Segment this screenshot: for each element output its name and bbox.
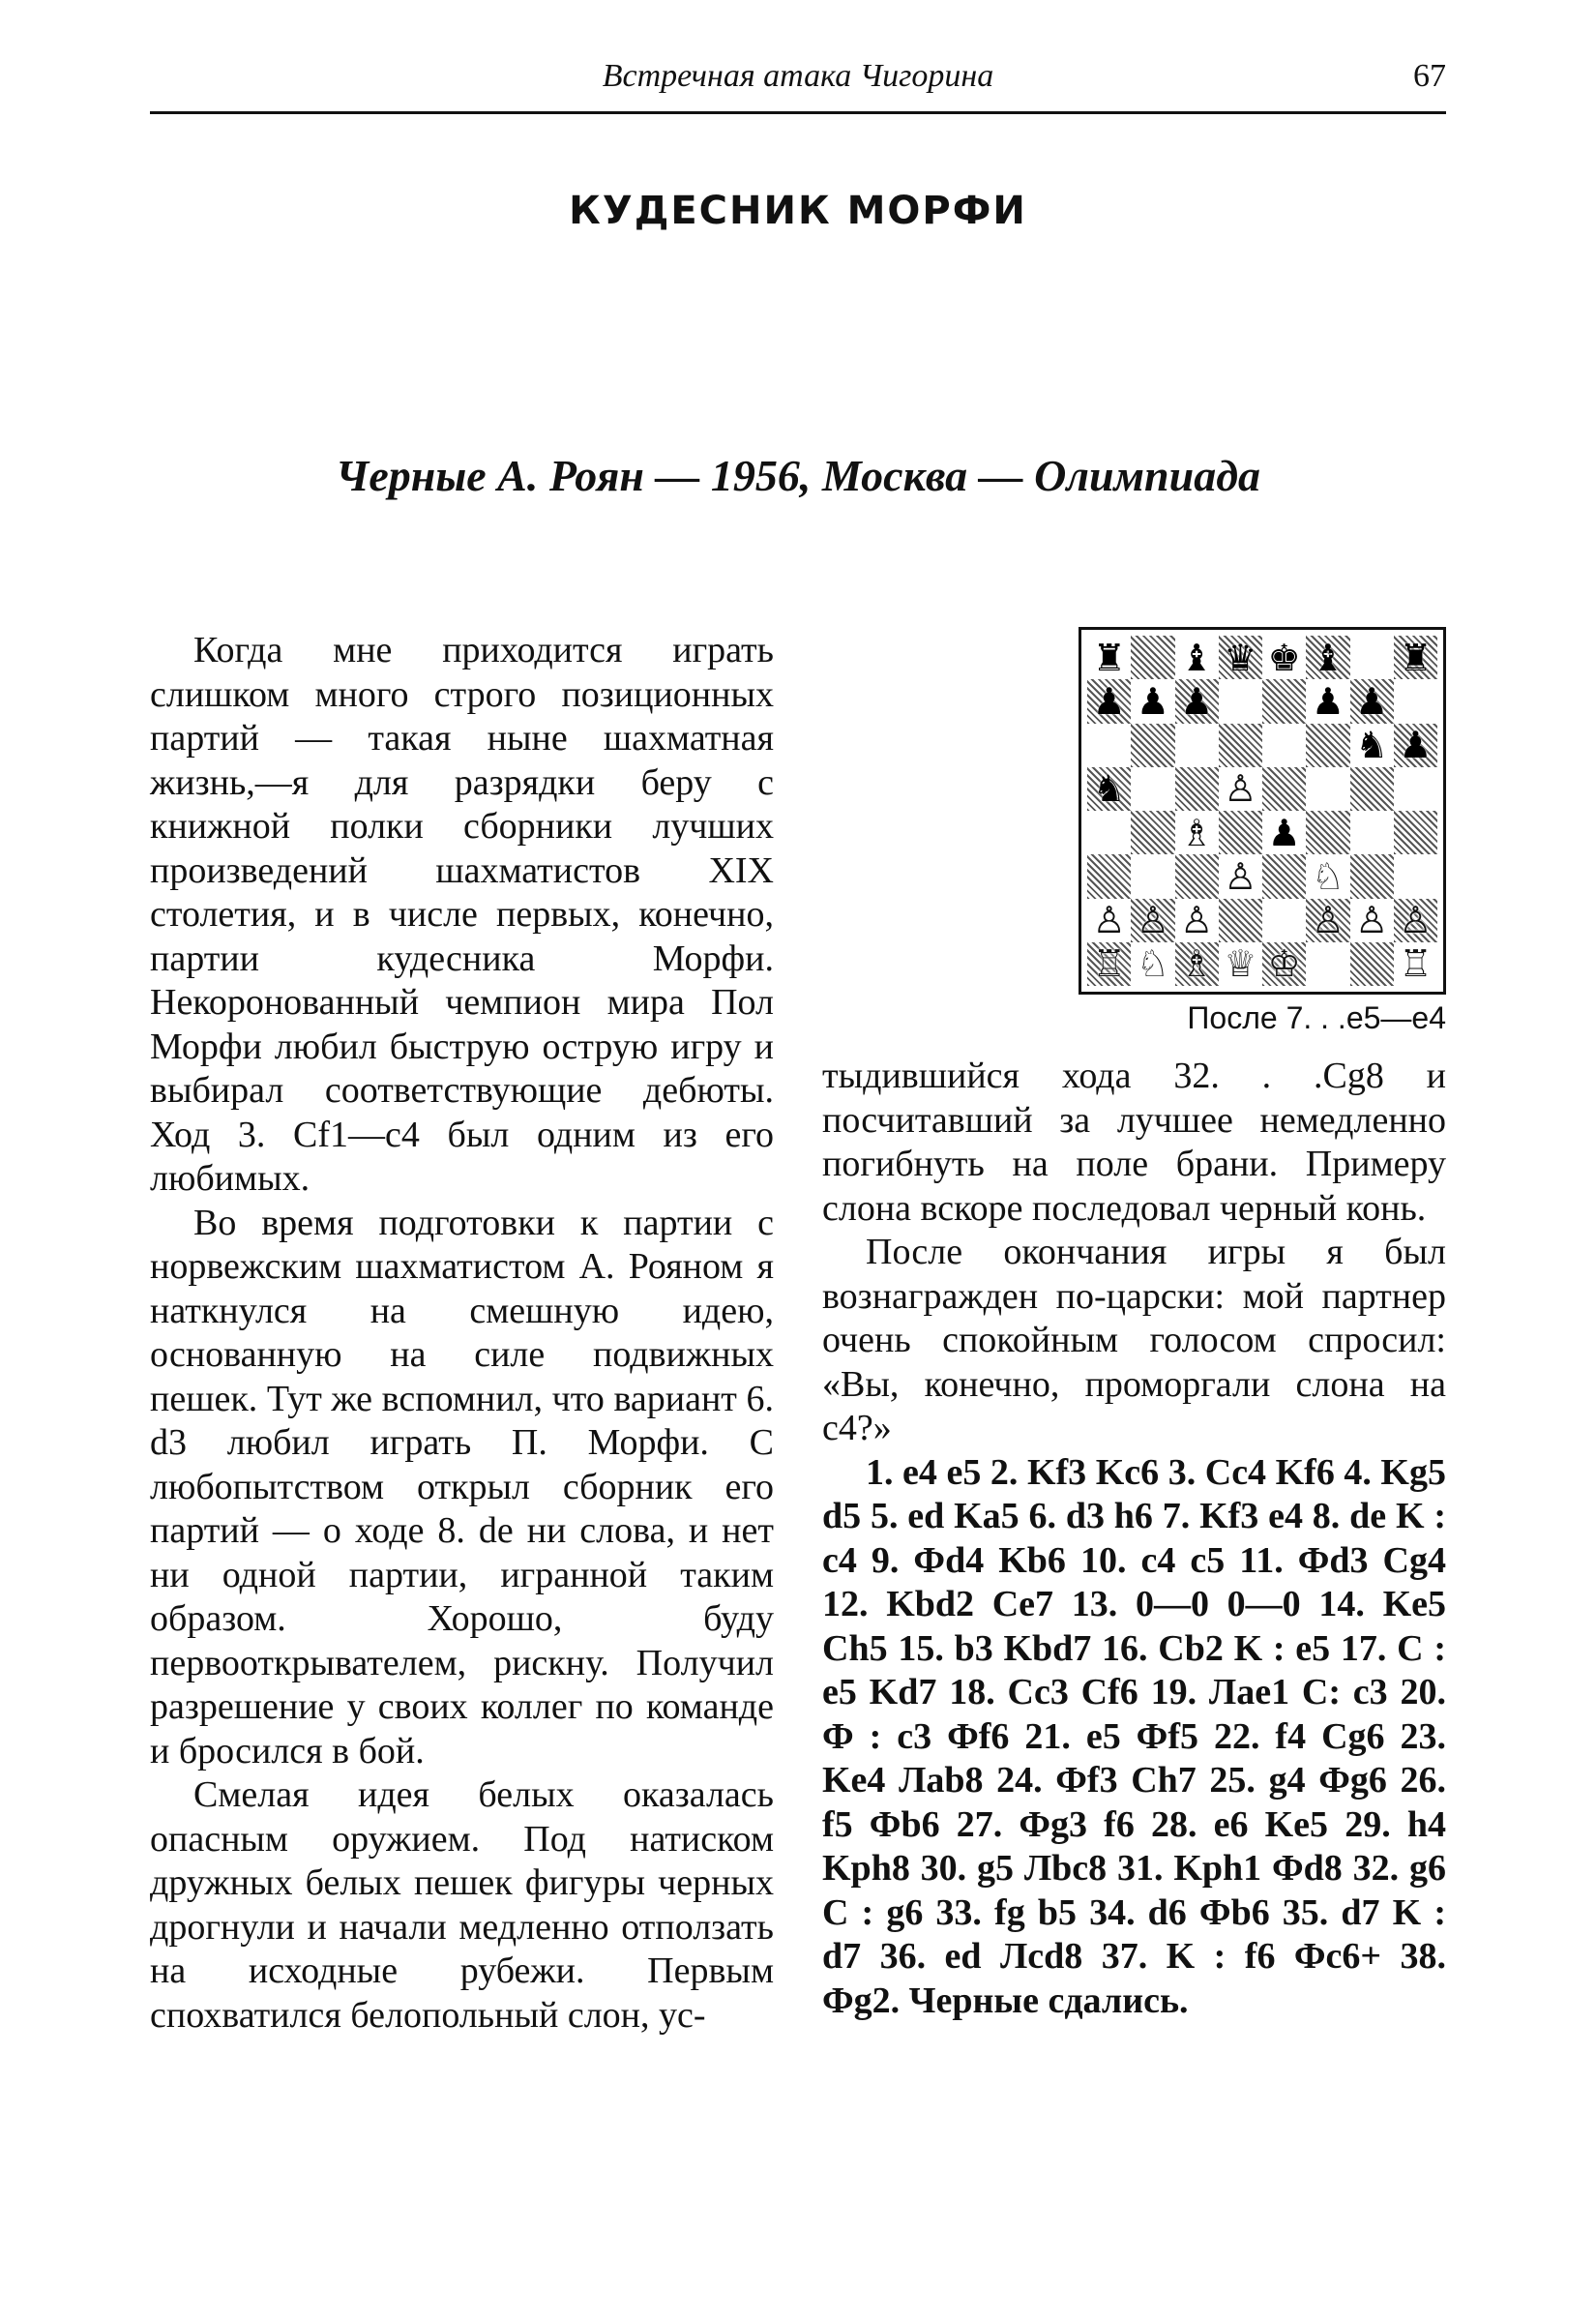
- board-square: [1087, 767, 1131, 811]
- board-square: [1394, 942, 1437, 986]
- chess-diagram: [1079, 627, 1446, 1036]
- board-square: [1394, 636, 1437, 679]
- page-number: 67: [1413, 58, 1446, 94]
- board-square: [1394, 854, 1437, 898]
- paragraph: Во время подготовки к партии с норвежским шахматистом А. Рояном я наткнулся на смешную идею, основанную на силе подвижных пешек. Тут же вспомнил, что вариант 6. d3 любил играть П. Морфи. С любопытством открыл сборник его партий — о ходе 8. de ни слова, и нет ни одной партии, игранной таким образом. Хорошо, буду первооткрывателем, рискну. Получил разрешение у своих коллег по команде и бросился в бой.: [150, 1202, 774, 1771]
- white-queen-icon: ♕: [1224, 942, 1257, 986]
- board-square: [1394, 899, 1437, 942]
- chapter-title: КУДЕСНИК МОРФИ: [569, 189, 1027, 233]
- board-square: [1131, 767, 1174, 811]
- board-square: [1175, 899, 1219, 942]
- board-square: [1306, 724, 1349, 767]
- board-square: [1087, 942, 1131, 986]
- black-pawn-icon: ♟: [1136, 679, 1169, 723]
- board-square: [1306, 767, 1349, 811]
- page-header: [150, 58, 1446, 112]
- board-square: [1306, 636, 1349, 679]
- board-square: [1175, 636, 1219, 679]
- board-square: [1175, 811, 1219, 854]
- board-square: [1262, 767, 1306, 811]
- board-square: [1087, 899, 1131, 942]
- board-square: [1087, 636, 1131, 679]
- header-divider: [150, 111, 1446, 114]
- board-square: [1087, 811, 1131, 854]
- white-pawn-icon: ♙: [1092, 899, 1126, 942]
- board-square: [1306, 811, 1349, 854]
- board-square: [1131, 679, 1174, 723]
- black-knight-icon: ♞: [1092, 767, 1126, 811]
- board-square: [1350, 679, 1394, 723]
- white-pawn-icon: ♙: [1311, 899, 1345, 942]
- board-square: [1262, 854, 1306, 898]
- board-square: [1350, 767, 1394, 811]
- board-square: [1306, 899, 1349, 942]
- board-square: [1306, 854, 1349, 898]
- game-moves: 1. e4 e5 2. Kf3 Kc6 3. Cc4 Kf6 4. Kg5 d5 5. ed Ka5 6. d3 h6 7. Kf3 e4 8. de K : c4 9. Фd4 Kb6 10. c4 c5 11. Фd3 Cg4 12. Kbd2 Ce7 13. 0—0 0—0 14. Ke5 Ch5 15. b3 Kbd7 16. Cb2 K : e5 17. C : e5 Kd7 18. Cc3 Cf6 19. Лae1 C: c3 20. Ф : c3 Фf6 21. e5 Фf5 22. f4 Cg6 23. Ke4 Лab8 24. Фf3 Ch7 25. g4 Фg6 26. f5 Фb6 27. Фg3 f6 28. e6 Ke5 29. h4 Kph8 30. g5 Лbc8 31. Kph1 Фd8 32. g6 C : g6 33. fg b5 34. d6 Фb6 35. d7 K : d7 36. ed Лcd8 37. K : f6 Фc6+ 38. Фg2. Черные сдались.: [822, 1451, 1446, 2021]
- board-square: [1262, 724, 1306, 767]
- board-square: [1394, 724, 1437, 767]
- chess-board: [1087, 636, 1437, 986]
- white-knight-icon: ♘: [1311, 854, 1345, 898]
- board-square: [1350, 636, 1394, 679]
- board-square: [1306, 679, 1349, 723]
- board-square: [1394, 811, 1437, 854]
- board-square: [1262, 636, 1306, 679]
- paragraph: После окончания игры я был вознагражден по-царски: мой партнер очень спокойным голосом спросил: «Вы, конечно, проморгали слона на c4?»: [822, 1232, 1446, 1448]
- white-pawn-icon: ♙: [1136, 899, 1169, 942]
- board-square: [1175, 767, 1219, 811]
- board-square: [1350, 724, 1394, 767]
- board-square: [1262, 811, 1306, 854]
- board-square: [1350, 854, 1394, 898]
- board-square: [1131, 899, 1174, 942]
- board-square: [1262, 679, 1306, 723]
- white-bishop-icon: ♗: [1180, 942, 1214, 986]
- board-square: [1219, 636, 1262, 679]
- board-square: [1087, 854, 1131, 898]
- white-pawn-icon: ♙: [1224, 854, 1257, 898]
- board-square: [1394, 679, 1437, 723]
- black-rook-icon: ♜: [1092, 636, 1126, 679]
- white-king-icon: ♔: [1267, 942, 1301, 986]
- black-king-icon: ♚: [1267, 636, 1301, 679]
- board-square: [1131, 942, 1174, 986]
- white-rook-icon: ♖: [1399, 942, 1433, 986]
- black-pawn-icon: ♟: [1399, 724, 1433, 767]
- game-heading: Черные А. Роян — 1956, Москва — Олимпиада: [335, 451, 1261, 500]
- board-square: [1219, 811, 1262, 854]
- right-column: [822, 1055, 1446, 2023]
- board-square: [1175, 942, 1219, 986]
- board-square: [1131, 811, 1174, 854]
- white-pawn-icon: ♙: [1224, 767, 1257, 811]
- white-pawn-icon: ♙: [1399, 899, 1433, 942]
- board-square: [1087, 724, 1131, 767]
- board-square: [1175, 854, 1219, 898]
- board-square: [1087, 679, 1131, 723]
- board-square: [1219, 679, 1262, 723]
- white-pawn-icon: ♙: [1180, 899, 1214, 942]
- paragraph: тыдившийся хода 32. . .Cg8 и посчитавший за лучшее немедленно погибнуть на поле брани. Примеру слона вскоре последовал черный конь.: [822, 1056, 1446, 1229]
- white-rook-icon: ♖: [1092, 942, 1126, 986]
- board-square: [1219, 724, 1262, 767]
- black-knight-icon: ♞: [1355, 724, 1389, 767]
- paragraph: Смелая идея белых оказалась опасным оружием. Под натиском дружных белых пешек фигуры черных дрогнули и начали медленно отползать на исходные рубежи. Первым спохватился белопольный слон, ус-: [150, 1774, 774, 2036]
- board-square: [1131, 854, 1174, 898]
- board-square: [1175, 679, 1219, 723]
- board-square: [1350, 899, 1394, 942]
- board-square: [1262, 942, 1306, 986]
- left-column: [150, 629, 774, 2038]
- diagram-caption: После 7. . .e5—e4: [1187, 1000, 1446, 1035]
- black-pawn-icon: ♟: [1180, 679, 1214, 723]
- board-square: [1219, 899, 1262, 942]
- board-frame: [1079, 627, 1446, 995]
- board-square: [1394, 767, 1437, 811]
- black-queen-icon: ♛: [1224, 636, 1257, 679]
- black-rook-icon: ♜: [1399, 636, 1433, 679]
- board-square: [1131, 724, 1174, 767]
- board-square: [1350, 942, 1394, 986]
- board-square: [1350, 811, 1394, 854]
- paragraph: Когда мне приходится играть слишком много строго позиционных партий — такая ныне шахматная жизнь,—я для разрядки беру с книжной полки сборники лучших произведений шахматистов XIX столетия, и в числе первых, конечно, партии кудесника Морфи. Некоронованный чемпион мира Пол Морфи любил быструю острую игру и выбирал соответствующие дебюты. Ход 3. Cf1—c4 был одним из его любимых.: [150, 630, 774, 1199]
- black-pawn-icon: ♟: [1267, 811, 1301, 854]
- black-pawn-icon: ♟: [1311, 679, 1345, 723]
- white-knight-icon: ♘: [1136, 942, 1169, 986]
- white-bishop-icon: ♗: [1180, 811, 1214, 854]
- board-square: [1131, 636, 1174, 679]
- black-bishop-icon: ♝: [1311, 636, 1345, 679]
- board-square: [1175, 724, 1219, 767]
- board-square: [1219, 942, 1262, 986]
- black-pawn-icon: ♟: [1355, 679, 1389, 723]
- board-square: [1219, 854, 1262, 898]
- black-pawn-icon: ♟: [1092, 679, 1126, 723]
- board-square: [1219, 767, 1262, 811]
- board-square: [1262, 899, 1306, 942]
- board-square: [1306, 942, 1349, 986]
- black-bishop-icon: ♝: [1180, 636, 1214, 679]
- white-pawn-icon: ♙: [1355, 899, 1389, 942]
- running-title: Встречная атака Чигорина: [602, 58, 994, 94]
